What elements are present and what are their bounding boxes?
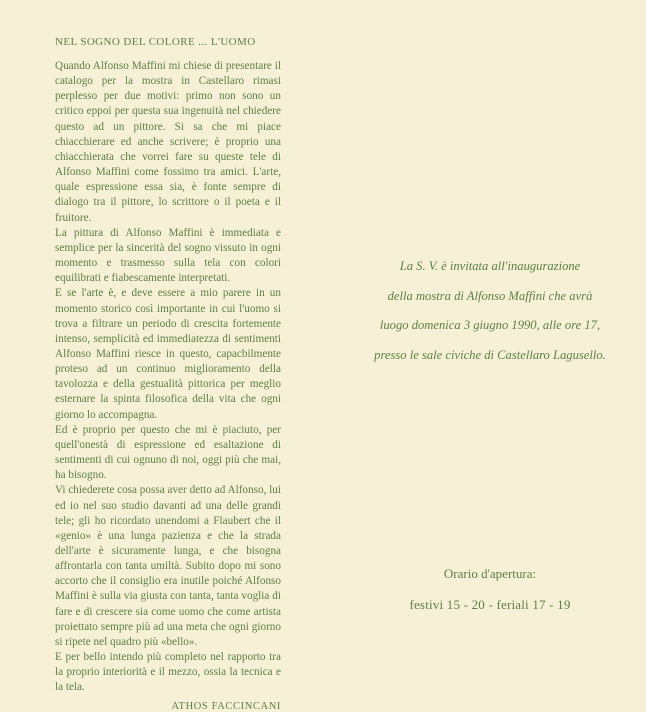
essay-author: ATHOS FACCINCANI: [171, 700, 281, 712]
essay-paragraph-5: Vi chiederete cosa possa aver detto ad Alfonso, lui ed io nel suo studio davanti ad una delle grandi tele; gli ho ricordato unendomi a Flaubert che il «genio» è una lunga pazienza e che la strada dell'arte è sicuramente lunga, e che bisogna affrontarla con tanta umiltà. Subito dopo mi sono accorto che il consiglio era inutile poiché Alfonso Maffini è sulla via giusta con tanta, tanta voglia di fare e di crescere sia come uomo che come artista proiettato sempre più ad una meta che ogni giorno si ripete nel quadro più «bello».: [55, 484, 281, 648]
essay-paragraph-4: Ed è proprio per questo che mi è piaciuto, per quell'onestà di espressione ed esaltazione di sentimenti di cui ognuno di noi, oggi più che mai, ha bisogno.: [55, 423, 281, 482]
invitation-line-2: della mostra di Alfonso Maffini che avrà: [387, 288, 593, 303]
invitation-text: [345, 252, 635, 370]
opening-hours-title: Orario d'apertura:: [443, 566, 537, 581]
opening-hours: [345, 566, 635, 613]
essay-paragraph-3: E se l'arte è, e deve essere a mio parere in un momento storico così importante in cui l'uomo si trova a filtrare un periodo di crescita fortemente intenso, semplicità ed immediatezza di sentimenti Alfonso Maffini riesce in questo, capacbilmente proteso ad un continuo miglioramento della tavolozza e della gestualità pittorica per meglio esternare la spinta filosofica della vita che ogni giorno lo accompagna.: [55, 287, 281, 421]
essay-paragraph-2: La pittura di Alfonso Maffini è immediata e semplice per la sincerità del sogno vissuto in ogni momento e trasmesso sulla tela con colori equilibrati e fiabescamente interpretati.: [55, 226, 281, 285]
invitation-line-3: luogo domenica 3 giugno 1990, alle ore 17,: [379, 318, 601, 332]
invitation-line-4: presso le sale civiche di Castellaro Lagusello.: [374, 347, 606, 362]
essay-paragraph-6: E per bello intendo più completo nel rapporto tra la proprio interiorità e il mezzo, ossia la tecnica e la tela.: [55, 651, 281, 694]
essay-title: NEL SOGNO DEL COLORE ... L'UOMO: [55, 36, 256, 48]
essay-paragraph-1: Quando Alfonso Maffini mi chiese di presentare il catalogo per la mostra in Castellaro rimasi perplesso per due motivi: primo non sono un critico eppoi per questa sua ingenuità nel chiedere questo ad un pittore. Si sa che mi piace chiacchierare ed anche scrivere; è proprio una chiacchierata che vorrei fare su queste tele di Alfonso Maffini come fossimo tra amici. L'arte, quale espressione essa sia, è fonte sempre di dialogo tra il pittore, lo scrittore o il poeta e il fruitore.: [55, 60, 281, 224]
opening-hours-times: festivi 15 - 20 - feriali 17 - 19: [409, 597, 571, 612]
essay-column: [55, 36, 281, 712]
invitation-line-1: La S. V. è invitata all'inaugurazione: [399, 259, 581, 273]
